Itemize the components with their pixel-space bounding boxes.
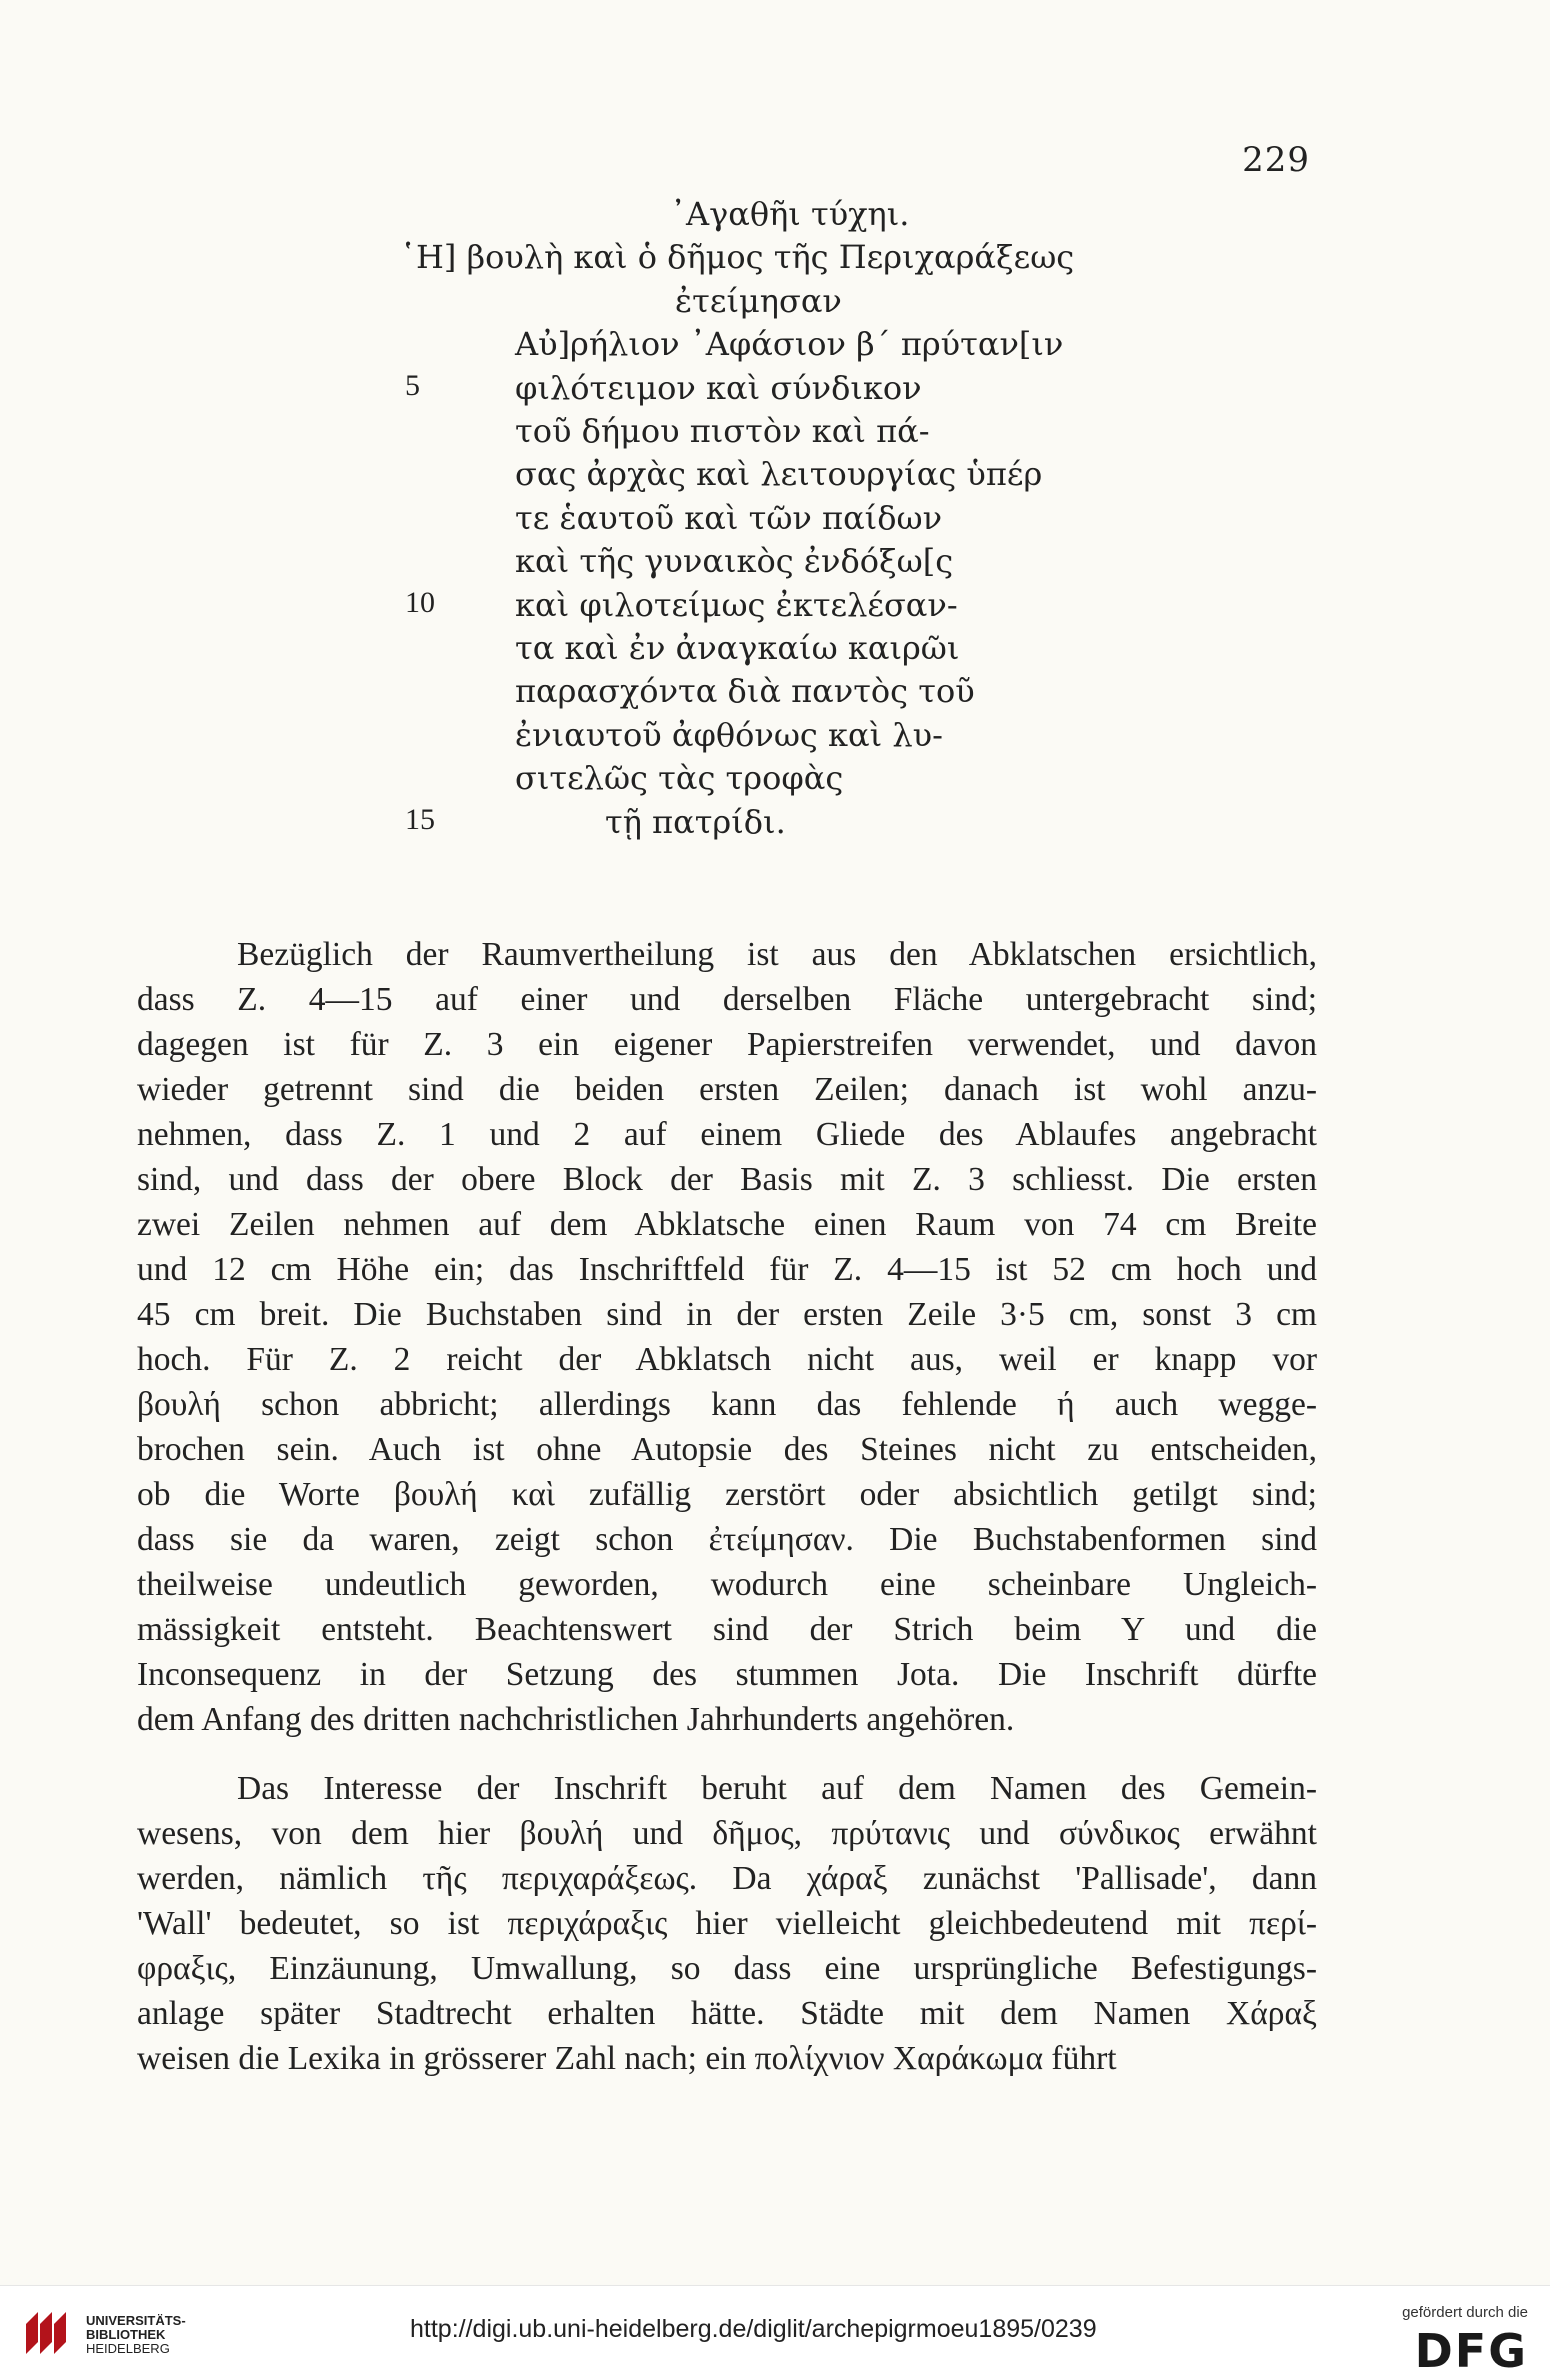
library-name-line3: HEIDELBERG bbox=[86, 2341, 170, 2356]
text-line: nehmen, dass Z. 1 und 2 auf einem Gliede des Ablaufes angebracht bbox=[137, 1116, 1317, 1153]
inscription-text: τῇ πατρίδι. bbox=[605, 802, 786, 841]
inscription-line bbox=[0, 238, 1550, 282]
university-library-logo-icon bbox=[18, 2304, 78, 2362]
dfg-logo: DFG bbox=[1414, 2324, 1528, 2378]
inscription-text: τα καὶ ἐν ἀναγκαίω καιρῶι bbox=[515, 629, 960, 667]
inscription-text: φιλότειμον καὶ σύνδικον bbox=[515, 368, 922, 407]
text-line: dass Z. 4—15 auf einer und derselben Fläche untergebracht sind; bbox=[137, 981, 1317, 1018]
inscription-text: τε ἑαυτοῦ καὶ τῶν παίδων bbox=[515, 498, 943, 537]
library-name-line2: BIBLIOTHEK bbox=[86, 2327, 166, 2342]
prose-paragraph-2 bbox=[137, 1766, 1317, 2081]
funded-by-label: gefördert durch die bbox=[1402, 2304, 1528, 2321]
text-line: 45 cm breit. Die Buchstaben sind in der ersten Zeile 3·5 cm, sonst 3 cm bbox=[137, 1296, 1317, 1333]
text-line: ob die Worte βουλή καὶ zufällig zerstört oder absichtlich getilgt sind; bbox=[137, 1476, 1317, 1513]
inscription-line bbox=[0, 586, 1550, 630]
text-line: Das Interesse der Inschrift beruht auf dem Namen des Gemein- bbox=[237, 1770, 1317, 1807]
inscription-line bbox=[0, 759, 1550, 803]
text-line: und 12 cm Höhe ein; das Inschriftfeld für Z. 4—15 ist 52 cm hoch und bbox=[137, 1251, 1317, 1288]
text-line: anlage später Stadtrecht erhalten hätte. Städte mit dem Namen Χάραξ bbox=[137, 1995, 1317, 2032]
inscription-line bbox=[0, 282, 1550, 326]
inscription-line bbox=[0, 325, 1550, 369]
line-number: 5 bbox=[405, 368, 420, 402]
line-number: 15 bbox=[405, 802, 435, 836]
inscription-line bbox=[0, 195, 1550, 239]
text-line: Inconsequenz in der Setzung des stummen Jota. Die Inschrift dürfte bbox=[137, 1656, 1317, 1693]
text-line: wieder getrennt sind die beiden ersten Zeilen; danach ist wohl anzu- bbox=[137, 1071, 1317, 1108]
text-line: Bezüglich der Raumvertheilung ist aus den Abklatschen ersichtlich, bbox=[237, 936, 1317, 973]
text-line: theilweise undeutlich geworden, wodurch eine scheinbare Ungleich- bbox=[137, 1566, 1317, 1603]
inscription-line bbox=[0, 455, 1550, 499]
text-line: dass sie da waren, zeigt schon ἐτείμησαν. Die Buchstabenformen sind bbox=[137, 1521, 1317, 1558]
prose-paragraph-1 bbox=[137, 932, 1317, 1742]
library-name bbox=[86, 2314, 186, 2356]
text-line: hoch. Für Z. 2 reicht der Abklatsch nicht aus, weil er knapp vor bbox=[137, 1341, 1317, 1378]
inscription-line bbox=[0, 672, 1550, 716]
inscription-text: ᾿Αγαθῆι τύχηι. bbox=[670, 195, 910, 233]
library-name-line1: UNIVERSITÄTS- bbox=[86, 2313, 186, 2328]
line-number: 10 bbox=[405, 585, 435, 619]
inscription-text: τοῦ δήμου πιστὸν καὶ πά- bbox=[515, 412, 930, 450]
inscription-line bbox=[0, 412, 1550, 456]
inscription-text: ἐτείμησαν bbox=[675, 281, 842, 320]
text-line: wesens, von dem hier βουλή und δῆμος, πρύτανις und σύνδικος erwähnt bbox=[137, 1815, 1317, 1852]
text-line: zwei Zeilen nehmen auf dem Abklatsche einen Raum von 74 cm Breite bbox=[137, 1206, 1317, 1243]
text-line: dem Anfang des dritten nachchristlichen Jahrhunderts angehören. bbox=[137, 1701, 1015, 1738]
inscription-line bbox=[0, 629, 1550, 673]
inscription-text: Αὐ]ρήλιον ᾿Αφάσιον β΄ πρύταν[ιν bbox=[515, 325, 1064, 364]
inscription-text: σιτελῶς τὰς τροφὰς bbox=[515, 759, 844, 798]
text-line: dagegen ist für Z. 3 ein eigener Papierstreifen verwendet, und davon bbox=[137, 1026, 1317, 1063]
inscription-line bbox=[0, 369, 1550, 413]
inscription-text: καὶ τῆς γυναικὸς ἐνδόξω[ς bbox=[515, 542, 954, 581]
inscription-line bbox=[0, 716, 1550, 760]
inscription-text: ἐνιαυτοῦ ἀφθόνως καὶ λυ- bbox=[515, 715, 943, 754]
inscription-text: σας ἀρχὰς καὶ λειτουργίας ὑπέρ bbox=[515, 455, 1043, 494]
inscription-text: ῾Η] βουλὴ καὶ ὁ δῆμος τῆς Περιχαράξεως bbox=[400, 238, 1075, 277]
text-line: werden, nämlich τῆς περιχαράξεως. Da χάραξ zunächst 'Pallisade', dann bbox=[137, 1860, 1317, 1897]
text-line: φραξις, Einzäunung, Umwallung, so dass eine ursprüngliche Befestigungs- bbox=[137, 1950, 1317, 1987]
text-line: mässigkeit entsteht. Beachtenswert sind der Strich beim Y und die bbox=[137, 1611, 1317, 1648]
text-line: 'Wall' bedeutet, so ist περιχάραξις hier vielleicht gleichbedeutend mit περί- bbox=[137, 1905, 1317, 1942]
inscription-line bbox=[0, 803, 1550, 847]
footer-bar bbox=[0, 2285, 1550, 2379]
page-number: 229 bbox=[1242, 140, 1310, 180]
inscription-line bbox=[0, 542, 1550, 586]
inscription-line bbox=[0, 499, 1550, 543]
inscription-text: παρασχόντα διὰ παντὸς τοῦ bbox=[515, 672, 975, 711]
document-url-link[interactable]: http://digi.ub.uni-heidelberg.de/diglit/archepigrmoeu1895/0239 bbox=[410, 2315, 1097, 2343]
inscription-text: καὶ φιλοτείμως ἐκτελέσαν- bbox=[515, 585, 958, 624]
text-line: sind, und dass der obere Block der Basis mit Z. 3 schliesst. Die ersten bbox=[137, 1161, 1317, 1198]
text-line: βουλή schon abbricht; allerdings kann das fehlende ή auch wegge- bbox=[137, 1386, 1317, 1423]
text-line: weisen die Lexika in grösserer Zahl nach; ein πολίχνιον Χαράκωμα führt bbox=[137, 2040, 1117, 2077]
text-line: brochen sein. Auch ist ohne Autopsie des Steines nicht zu entscheiden, bbox=[137, 1431, 1317, 1468]
